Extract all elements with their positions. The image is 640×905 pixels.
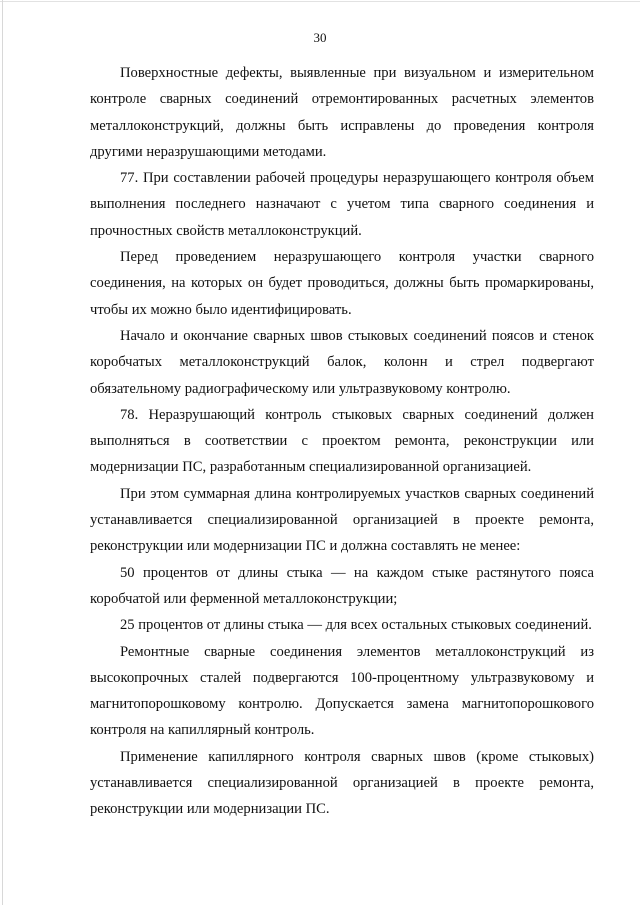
page-number: 30 xyxy=(313,30,327,45)
paragraph: Перед проведением неразрушающего контроля участки сварного соединения, на которых он будет проводиться, должны быть промаркированы, чтобы их можно было идентифицировать. xyxy=(90,249,594,318)
paragraph: При этом суммарная длина контролируемых участков сварных соединений устанавливается специализированной организацией в проекте ремонта, реконструкции или модернизации ПС и должна составлять не менее: xyxy=(90,485,594,555)
paragraph: Поверхностные дефекты, выявленные при визуальном и измерительном контроле сварных соединений отремонтированных расчетных элементов металлоконструкций, должны быть исправлены до проведения контроля другими неразрушающими методами. xyxy=(90,65,594,160)
paragraph: Применение капиллярного контроля сварных швов (кроме стыковых) устанавливается специализированной организацией в проекте ремонта, реконструкции или модернизации ПС. xyxy=(90,748,594,818)
body-text xyxy=(90,60,594,823)
paragraph: Начало и окончание сварных швов стыковых соединений поясов и стенок коробчатых металлоконструкций балок, колонн и стрел подвергают обязательному радиографическому или ультразвуковому контролю. xyxy=(90,327,594,397)
paragraph: 78. Неразрушающий контроль стыковых сварных соединений должен выполняться в соответствии с проектом ремонта, реконструкции или модернизации ПС, разработанным специализированной организацией. xyxy=(90,406,594,476)
scan-edge-left xyxy=(2,0,3,905)
paragraph: 77. При составлении рабочей процедуры неразрушающего контроля объем выполнения последнего назначают с учетом типа сварного соединения и прочностных свойств металлоконструкций. xyxy=(90,170,594,239)
paragraph: 50 процентов от длины стыка — на каждом стыке растянутого пояса коробчатой или ферменной металлоконструкции; xyxy=(90,564,594,607)
scan-edge-top xyxy=(0,1,640,2)
paragraph: Ремонтные сварные соединения элементов металлоконструкций из высокопрочных сталей подвергаются 100-процентному ультразвуковому и магнитопорошковому контролю. Допускается замена магнитопорошкового контроля на капиллярный контроль. xyxy=(90,643,594,739)
paragraph: 25 процентов от длины стыка — для всех остальных стыковых соединений. xyxy=(120,617,592,634)
